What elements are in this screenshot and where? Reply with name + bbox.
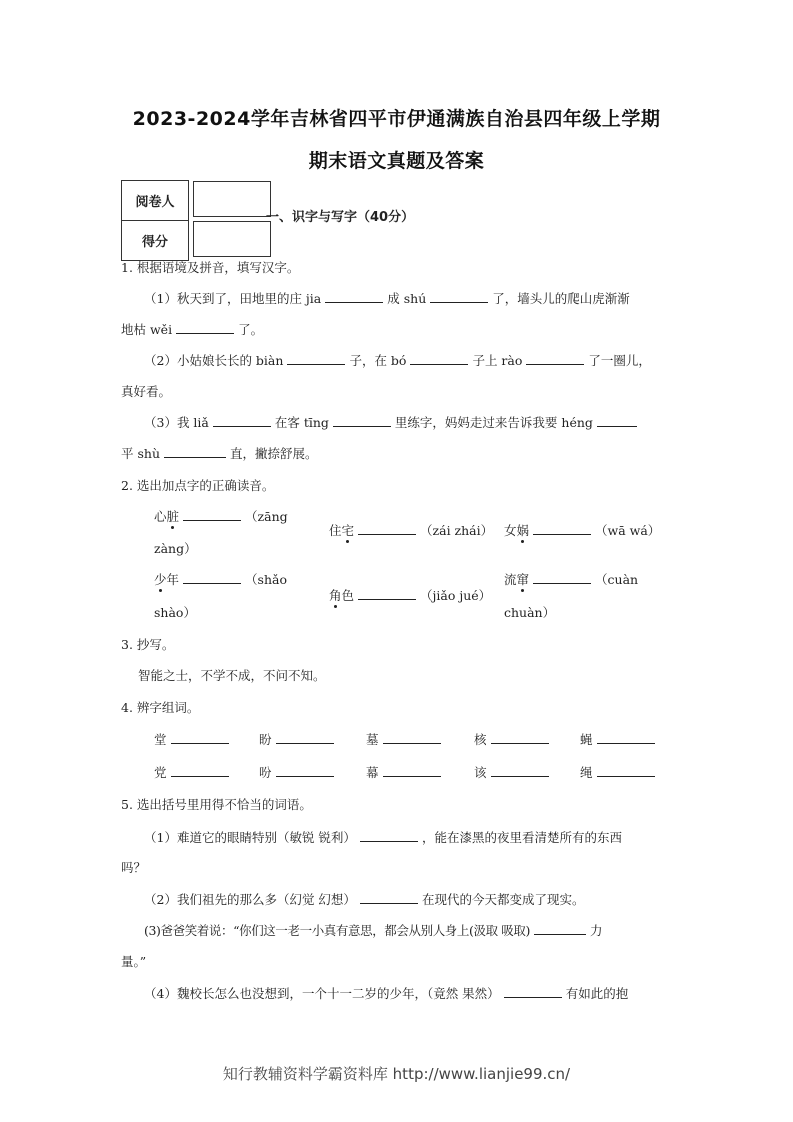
q4-char: 吩 bbox=[259, 765, 272, 780]
q4-char: 盼 bbox=[259, 732, 272, 747]
answer-blank[interactable] bbox=[491, 764, 549, 777]
q1-part3-line1: （3）我 liǎ 在客 tīng 里练字，妈妈走过来告诉我要 héng bbox=[144, 414, 641, 432]
q4-row1 bbox=[259, 731, 338, 749]
answer-blank[interactable] bbox=[183, 508, 241, 521]
q1-part1-line2: 地枯 wěi 了。 bbox=[121, 322, 264, 337]
answer-blank[interactable] bbox=[430, 290, 488, 303]
answer-blank[interactable] bbox=[597, 764, 655, 777]
section-heading: 一、识字与写字（40分） bbox=[266, 210, 415, 225]
answer-blank[interactable] bbox=[360, 891, 418, 904]
answer-blank[interactable] bbox=[491, 731, 549, 744]
q4-char: 绳 bbox=[580, 765, 593, 780]
answer-blank[interactable] bbox=[597, 414, 637, 427]
q4-row1 bbox=[154, 731, 233, 749]
answer-blank[interactable] bbox=[333, 414, 391, 427]
answer-blank[interactable] bbox=[325, 290, 383, 303]
answer-blank[interactable] bbox=[171, 764, 229, 777]
q3-stem: 3. 抄写。 bbox=[121, 637, 175, 652]
q2-item-liucuan: 流窜 （cuàn bbox=[504, 572, 639, 587]
q1-part2-line2: 真好看。 bbox=[121, 384, 172, 399]
q1-part2-line1: （2）小姑娘长长的 biàn 子，在 bó 子上 rào 了一圈儿， bbox=[144, 353, 651, 368]
q2-item-shaonian: 少年 （shǎo bbox=[154, 572, 287, 587]
answer-blank[interactable] bbox=[358, 587, 416, 600]
answer-blank[interactable] bbox=[597, 731, 655, 744]
q4-row2 bbox=[580, 764, 659, 782]
answer-blank[interactable] bbox=[358, 522, 416, 535]
q2-item-xinzang-cont: zàng） bbox=[154, 541, 197, 556]
answer-blank[interactable] bbox=[171, 731, 229, 744]
document-title-line2: 期末语文真题及答案 bbox=[308, 150, 485, 172]
answer-blank[interactable] bbox=[526, 352, 584, 365]
q5-part2: （2）我们祖先的那么多（幻觉 幻想） 在现代的今天都变成了现实。 bbox=[144, 892, 585, 907]
reviewer-cell bbox=[193, 181, 271, 217]
q4-row2 bbox=[366, 764, 445, 782]
q3-text: 智能之士，不学不成，不问不知。 bbox=[138, 668, 326, 683]
q2-item-juese: 角色 （jiǎo jué） bbox=[329, 588, 492, 603]
q4-row1 bbox=[580, 731, 659, 749]
q4-row1 bbox=[366, 731, 445, 749]
reviewer-label: 阅卷人 bbox=[122, 181, 189, 221]
q4-char: 墓 bbox=[366, 732, 379, 747]
q2-item-liucuan-cont: chuàn） bbox=[504, 605, 556, 620]
score-cell bbox=[193, 221, 271, 257]
answer-blank[interactable] bbox=[383, 764, 441, 777]
q4-row2 bbox=[474, 764, 553, 782]
q4-stem: 4. 辨字组词。 bbox=[121, 700, 200, 715]
answer-blank[interactable] bbox=[383, 731, 441, 744]
q4-char: 该 bbox=[474, 765, 487, 780]
q4-row2 bbox=[259, 764, 338, 782]
q5-part3-line2: 量。” bbox=[121, 954, 147, 969]
q5-part1-line1: （1）难道它的眼睛特别（敏锐 锐利） ，能在漆黑的夜里看清楚所有的东西 bbox=[144, 830, 622, 845]
q2-item-zhuzhai: 住宅 （zái zhái） bbox=[329, 523, 494, 538]
answer-blank[interactable] bbox=[183, 571, 241, 584]
document-title-line1: 2023-2024学年吉林省四平市伊通满族自治县四年级上学期 bbox=[132, 108, 661, 130]
answer-blank[interactable] bbox=[213, 414, 271, 427]
answer-blank[interactable] bbox=[176, 321, 234, 334]
q5-part3-line1: (3)爸爸笑着说：“你们这一老一小真有意思，都会从别人身上(汲取 吸取) 力 bbox=[144, 923, 603, 938]
answer-blank[interactable] bbox=[534, 922, 586, 935]
q4-char: 堂 bbox=[154, 732, 167, 747]
answer-blank[interactable] bbox=[360, 829, 418, 842]
answer-blank[interactable] bbox=[164, 445, 226, 458]
answer-blank[interactable] bbox=[287, 352, 345, 365]
score-table bbox=[121, 180, 276, 261]
answer-blank[interactable] bbox=[410, 352, 468, 365]
q4-char: 幕 bbox=[366, 765, 379, 780]
q2-stem: 2. 选出加点字的正确读音。 bbox=[121, 478, 275, 493]
q1-stem: 1. 根据语境及拼音，填写汉字。 bbox=[121, 260, 300, 275]
q5-part4: （4）魏校长怎么也没想到，一个十一二岁的少年，（竟然 果然） 有如此的抱 bbox=[144, 986, 629, 1001]
footer-watermark: 知行教辅资料学霸资料库 http://www.lianjie99.cn/ bbox=[222, 1065, 571, 1083]
q4-char: 党 bbox=[154, 765, 167, 780]
answer-blank[interactable] bbox=[533, 522, 591, 535]
q1-part3-line2: 平 shù 直，撇捺舒展。 bbox=[121, 446, 318, 461]
q4-row2 bbox=[154, 764, 233, 782]
q4-row1 bbox=[474, 731, 553, 749]
q1-part1-line1: （1）秋天到了，田地里的庄 jia 成 shú 了，墙头儿的爬山虎渐渐 bbox=[144, 291, 630, 306]
q2-item-shaonian-cont: shào） bbox=[154, 605, 196, 620]
q5-stem: 5. 选出括号里用得不恰当的词语。 bbox=[121, 797, 312, 812]
answer-blank[interactable] bbox=[276, 764, 334, 777]
answer-blank[interactable] bbox=[504, 985, 562, 998]
score-label: 得分 bbox=[122, 221, 189, 261]
q5-part1-line2: 吗？ bbox=[121, 860, 147, 875]
q2-item-xinzang: 心脏 （zāng bbox=[154, 509, 288, 524]
answer-blank[interactable] bbox=[533, 571, 591, 584]
q2-item-nvwa: 女娲 （wā wá） bbox=[504, 523, 661, 538]
answer-blank[interactable] bbox=[276, 731, 334, 744]
q4-char: 蝇 bbox=[580, 732, 593, 747]
q4-char: 核 bbox=[474, 732, 487, 747]
